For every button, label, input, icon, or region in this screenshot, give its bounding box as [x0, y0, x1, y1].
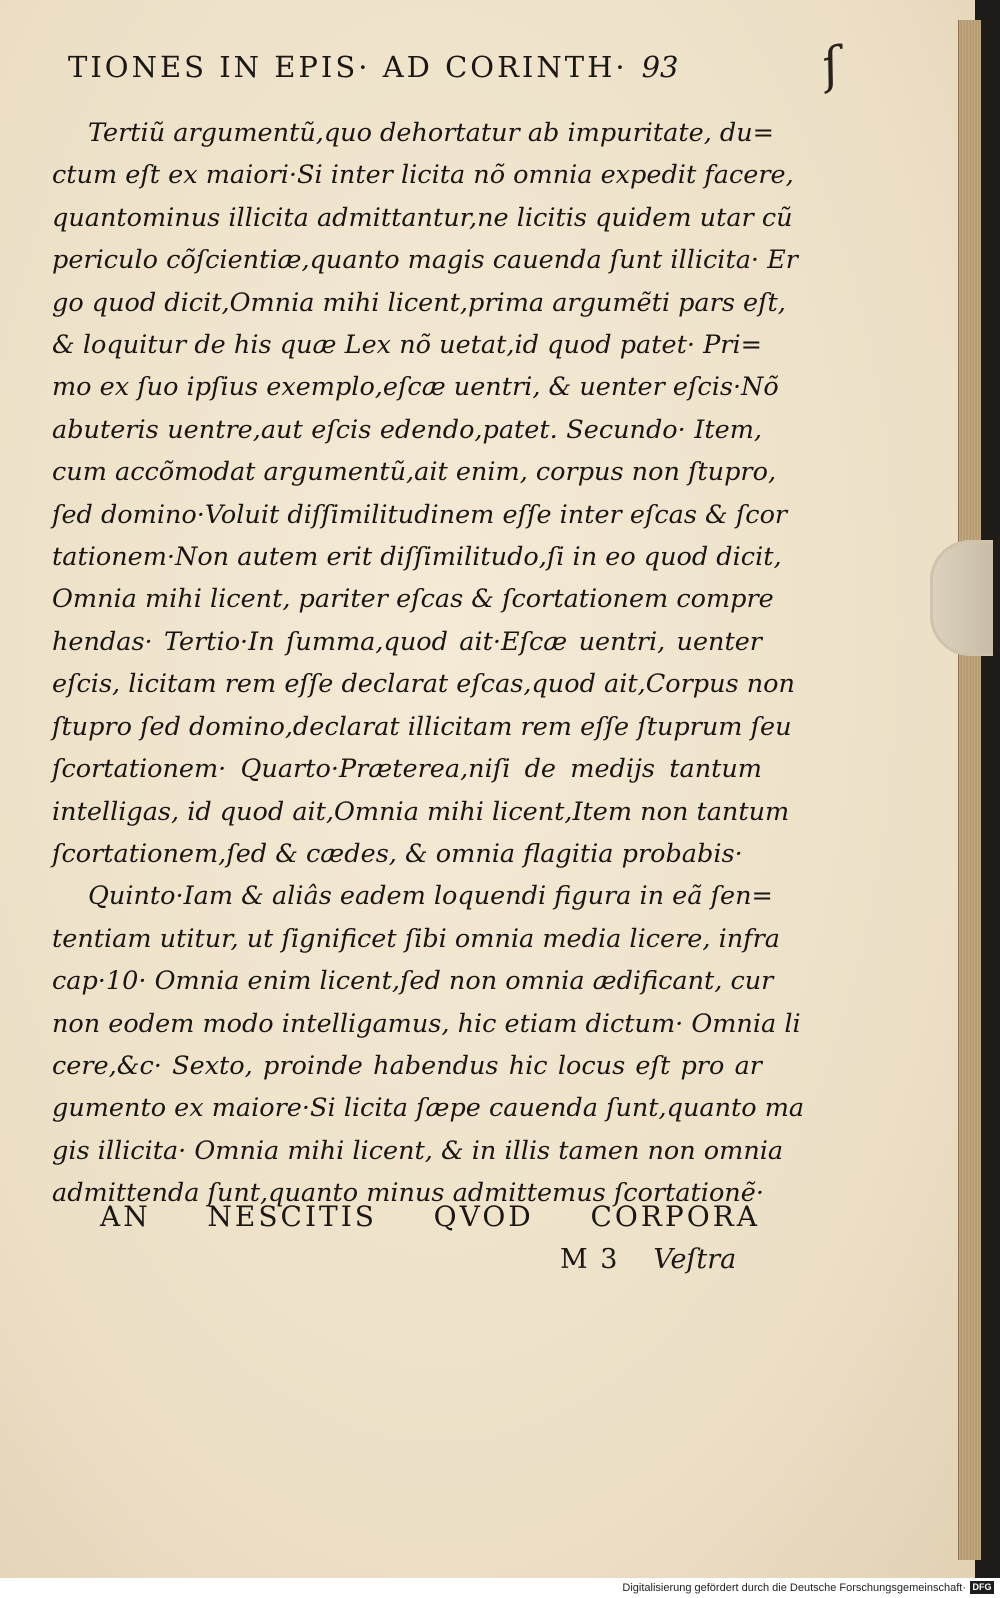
text-line: ſtupro ſed domino,declarat illicitam rem eſſe ſtuprum ſeu: [52, 711, 792, 742]
text-line: quantominus illicita admittantur,ne licitis quidem utar cũ: [52, 202, 793, 233]
catchword: Veſtra: [653, 1244, 737, 1275]
running-head-title: TIONES IN EPIS· AD CORINTH·: [68, 50, 628, 84]
text-line: periculo cõſcientiæ,quanto magis cauenda ſunt illicita· Er: [52, 245, 798, 276]
text-line: Quinto·Iam & aliâs eadem loquendi figura in eã ſen=: [88, 881, 773, 912]
text-line: gis illicita· Omnia mihi licent, & in illis tamen non omnia: [52, 1135, 784, 1166]
text-line: intelligas, id quod ait,Omnia mihi licent,Item non tantum: [52, 796, 790, 827]
text-line: cum accõmodat argumentũ,ait enim, corpus non ſtupro,: [52, 457, 777, 488]
funding-credit: Digitalisierung gefördert durch die Deutsche Forschungsgemeinschaft·: [622, 1582, 966, 1594]
text-line: admittenda ſunt,quanto minus admittemus ſcortationẽ·: [52, 1178, 764, 1209]
book-clasp: [930, 540, 993, 656]
text-line: hendas· Tertio·In ſumma,quod ait·Eſcæ uentri, uenter: [52, 626, 762, 657]
text-line: ſcortationem,ſed & cædes, & omnia flagitia probabis·: [52, 838, 743, 869]
text-line: Tertiũ argumentũ,quo dehortatur ab impuritate, du=: [88, 118, 775, 148]
body-text: [52, 112, 805, 1215]
text-line: tentiam utitur, ut ſignificet ſibi omnia media licere, infra: [52, 923, 780, 954]
margin-annotation: ſ: [816, 36, 846, 96]
text-line: go quod dicit,Omnia mihi licent,prima argumẽti pars eſt,: [52, 287, 786, 318]
text-line: ctum eſt ex maiori·Si inter licita nõ omnia expedit facere,: [52, 160, 794, 191]
dfg-logo: DFG: [970, 1581, 994, 1594]
folio-number: 93: [641, 50, 679, 84]
text-line: ſed domino·Voluit diſſimilitudinem eſſe inter eſcas & ſcor: [52, 499, 788, 530]
signature-mark: M 3: [560, 1244, 620, 1275]
running-head: [68, 50, 768, 84]
text-line: gumento ex maiore·Si licita ſæpe cauenda ſunt,quanto ma: [52, 1093, 805, 1124]
text-line: tationem·Non autem erit diſſimilitudo,ſi in eo quod dicit,: [52, 542, 782, 573]
text-line: & loquitur de his quæ Lex nõ uetat,id quod patet· Pri=: [52, 330, 762, 361]
section-heading: AN NESCITIS QVOD CORPORA: [100, 1200, 760, 1233]
text-line: Omnia mihi licent, pariter eſcas & ſcortationem compre: [52, 584, 774, 615]
text-line: mo ex ſuo ipſius exemplo,eſcæ uentri, & uenter eſcis·Nõ: [52, 372, 779, 403]
text-line: non eodem modo intelligamus, hic etiam dictum· Omnia li: [52, 1008, 801, 1039]
catchline: [560, 1244, 760, 1275]
text-line: ſcortationem· Quarto·Præterea,niſi de medijs tantum: [52, 754, 762, 785]
text-line: cere,&c· Sexto, proinde habendus hic locus eſt pro ar: [52, 1050, 762, 1081]
text-line: eſcis, licitam rem eſſe declarat eſcas,quod ait,Corpus non: [52, 669, 795, 700]
footer-bar: [0, 1578, 1000, 1598]
text-line: cap·10· Omnia enim licent,ſed non omnia ædificant, cur: [52, 966, 774, 997]
page-fore-edge: [958, 20, 981, 1560]
text-line: abuteris uentre,aut eſcis edendo,patet. Secundo· Item,: [52, 414, 762, 445]
